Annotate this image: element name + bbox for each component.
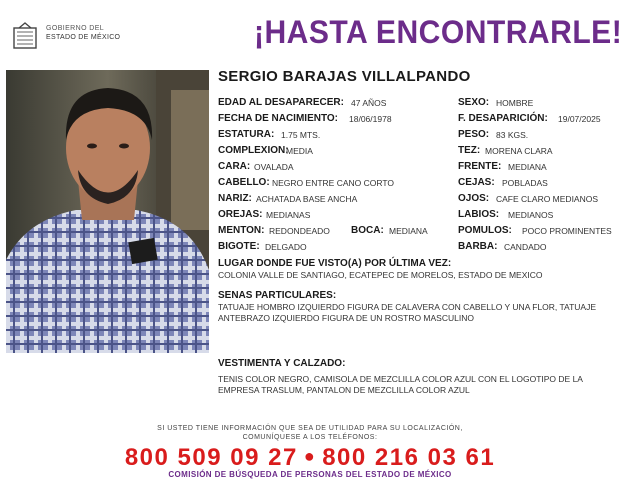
field-label: TEZ: [458,145,481,156]
field-value: OVALADA [254,162,294,172]
person-photo [6,70,209,353]
marks-heading: SENAS PARTICULARES: [218,290,337,301]
person-name: SERGIO BARAJAS VILLALPANDO [218,68,471,85]
field-value: REDONDEADO [269,226,330,236]
field-value: 1.75 MTS. [281,130,321,140]
field-label: PESO: [458,129,490,140]
field-label: OJOS: [458,193,490,204]
field-value: 19/07/2025 [558,114,601,124]
field-value: MEDIANOS [508,210,554,220]
phone-number-1[interactable]: 800 509 09 27 [124,444,298,471]
field-label: MENTON: [218,225,265,236]
field-label: F. DESAPARICIÓN: [458,113,548,124]
footer-info-line-2: COMUNÍQUESE A LOS TELÉFONOS: [242,434,378,441]
government-logo [12,22,132,50]
field-label: ESTATURA: [218,129,275,140]
field-label: FECHA DE NACIMIENTO: [218,113,338,124]
field-value: 83 KGS. [496,130,529,140]
clothing-heading: VESTIMENTA Y CALZADO: [218,358,346,369]
field-label: CARA: [218,161,251,172]
field-value: 47 AÑOS [351,98,387,108]
field-label: EDAD AL DESAPARECER: [218,97,344,108]
phone-number-2[interactable]: 800 216 03 61 [322,444,496,471]
logo-line-2: ESTADO DE MÉXICO [46,34,121,41]
state-seal-icon [12,22,38,50]
field-label: POMULOS: [458,225,512,236]
field-value: HOMBRE [496,98,534,108]
field-value: MEDIANAS [266,210,311,220]
field-label: FRENTE: [458,161,502,172]
last-seen-text: COLONIA VALLE DE SANTIAGO, ECATEPEC DE MORELOS, ESTADO DE MEXICO [218,270,543,280]
field-label: LABIOS: [458,209,500,220]
field-label: SEXO: [458,97,490,108]
separator-dot-icon: ● [303,446,317,466]
headline: ¡HASTA ENCONTRARLE! [254,14,623,50]
field-label: OREJAS: [218,209,263,220]
logo-line-1: GOBIERNO DEL [46,25,105,32]
clothing-text: TENIS COLOR NEGRO, CAMISOLA DE MEZCLILLA COLOR AZUL CON EL LOGOTIPO DE LA EMPRESA TRASLUM, PANTALON DE MEZCLILLA COLOR AZUL [218,374,583,395]
field-label: NARIZ: [218,193,252,204]
footer-info-line-1: SI USTED TIENE INFORMACIÓN QUE SEA DE UTILIDAD PARA SU LOCALIZACIÓN, [157,425,463,432]
field-value: POBLADAS [502,178,548,188]
person-photo-illustration [6,70,209,353]
field-value: DELGADO [265,242,307,252]
field-value: MEDIANA [508,162,547,172]
field-value: MEDIANA [389,226,428,236]
field-value: ACHATADA BASE ANCHA [256,194,358,204]
field-label: CEJAS: [458,177,495,188]
field-label: CABELLO: [218,177,270,188]
marks-text: TATUAJE HOMBRO IZQUIERDO FIGURA DE CALAVERA CON CABELLO Y UNA FLOR, TATUAJE ANTEBRAZO IZQUIERDO FIGURA DE UN ROSTRO MASCULINO [218,302,597,323]
agency-name: COMISIÓN DE BÚSQUEDA DE PERSONAS DEL ESTADO DE MÉXICO [168,470,452,479]
field-value: MORENA CLARA [485,146,553,156]
field-value: POCO PROMINENTES [522,226,612,236]
field-label: BARBA: [458,241,498,252]
last-seen-heading: LUGAR DONDE FUE VISTO(A) POR ÚLTIMA VEZ: [218,258,452,269]
field-value: CANDADO [504,242,547,252]
field-value: MEDIA [286,146,313,156]
phone-numbers [0,444,620,472]
field-label: BOCA: [351,225,384,236]
field-label: COMPLEXION: [218,145,289,156]
field-value: CAFE CLARO MEDIANOS [496,194,599,204]
field-label: BIGOTE: [218,241,260,252]
field-value: NEGRO ENTRE CANO CORTO [272,178,395,188]
field-value: 18/06/1978 [349,114,392,124]
